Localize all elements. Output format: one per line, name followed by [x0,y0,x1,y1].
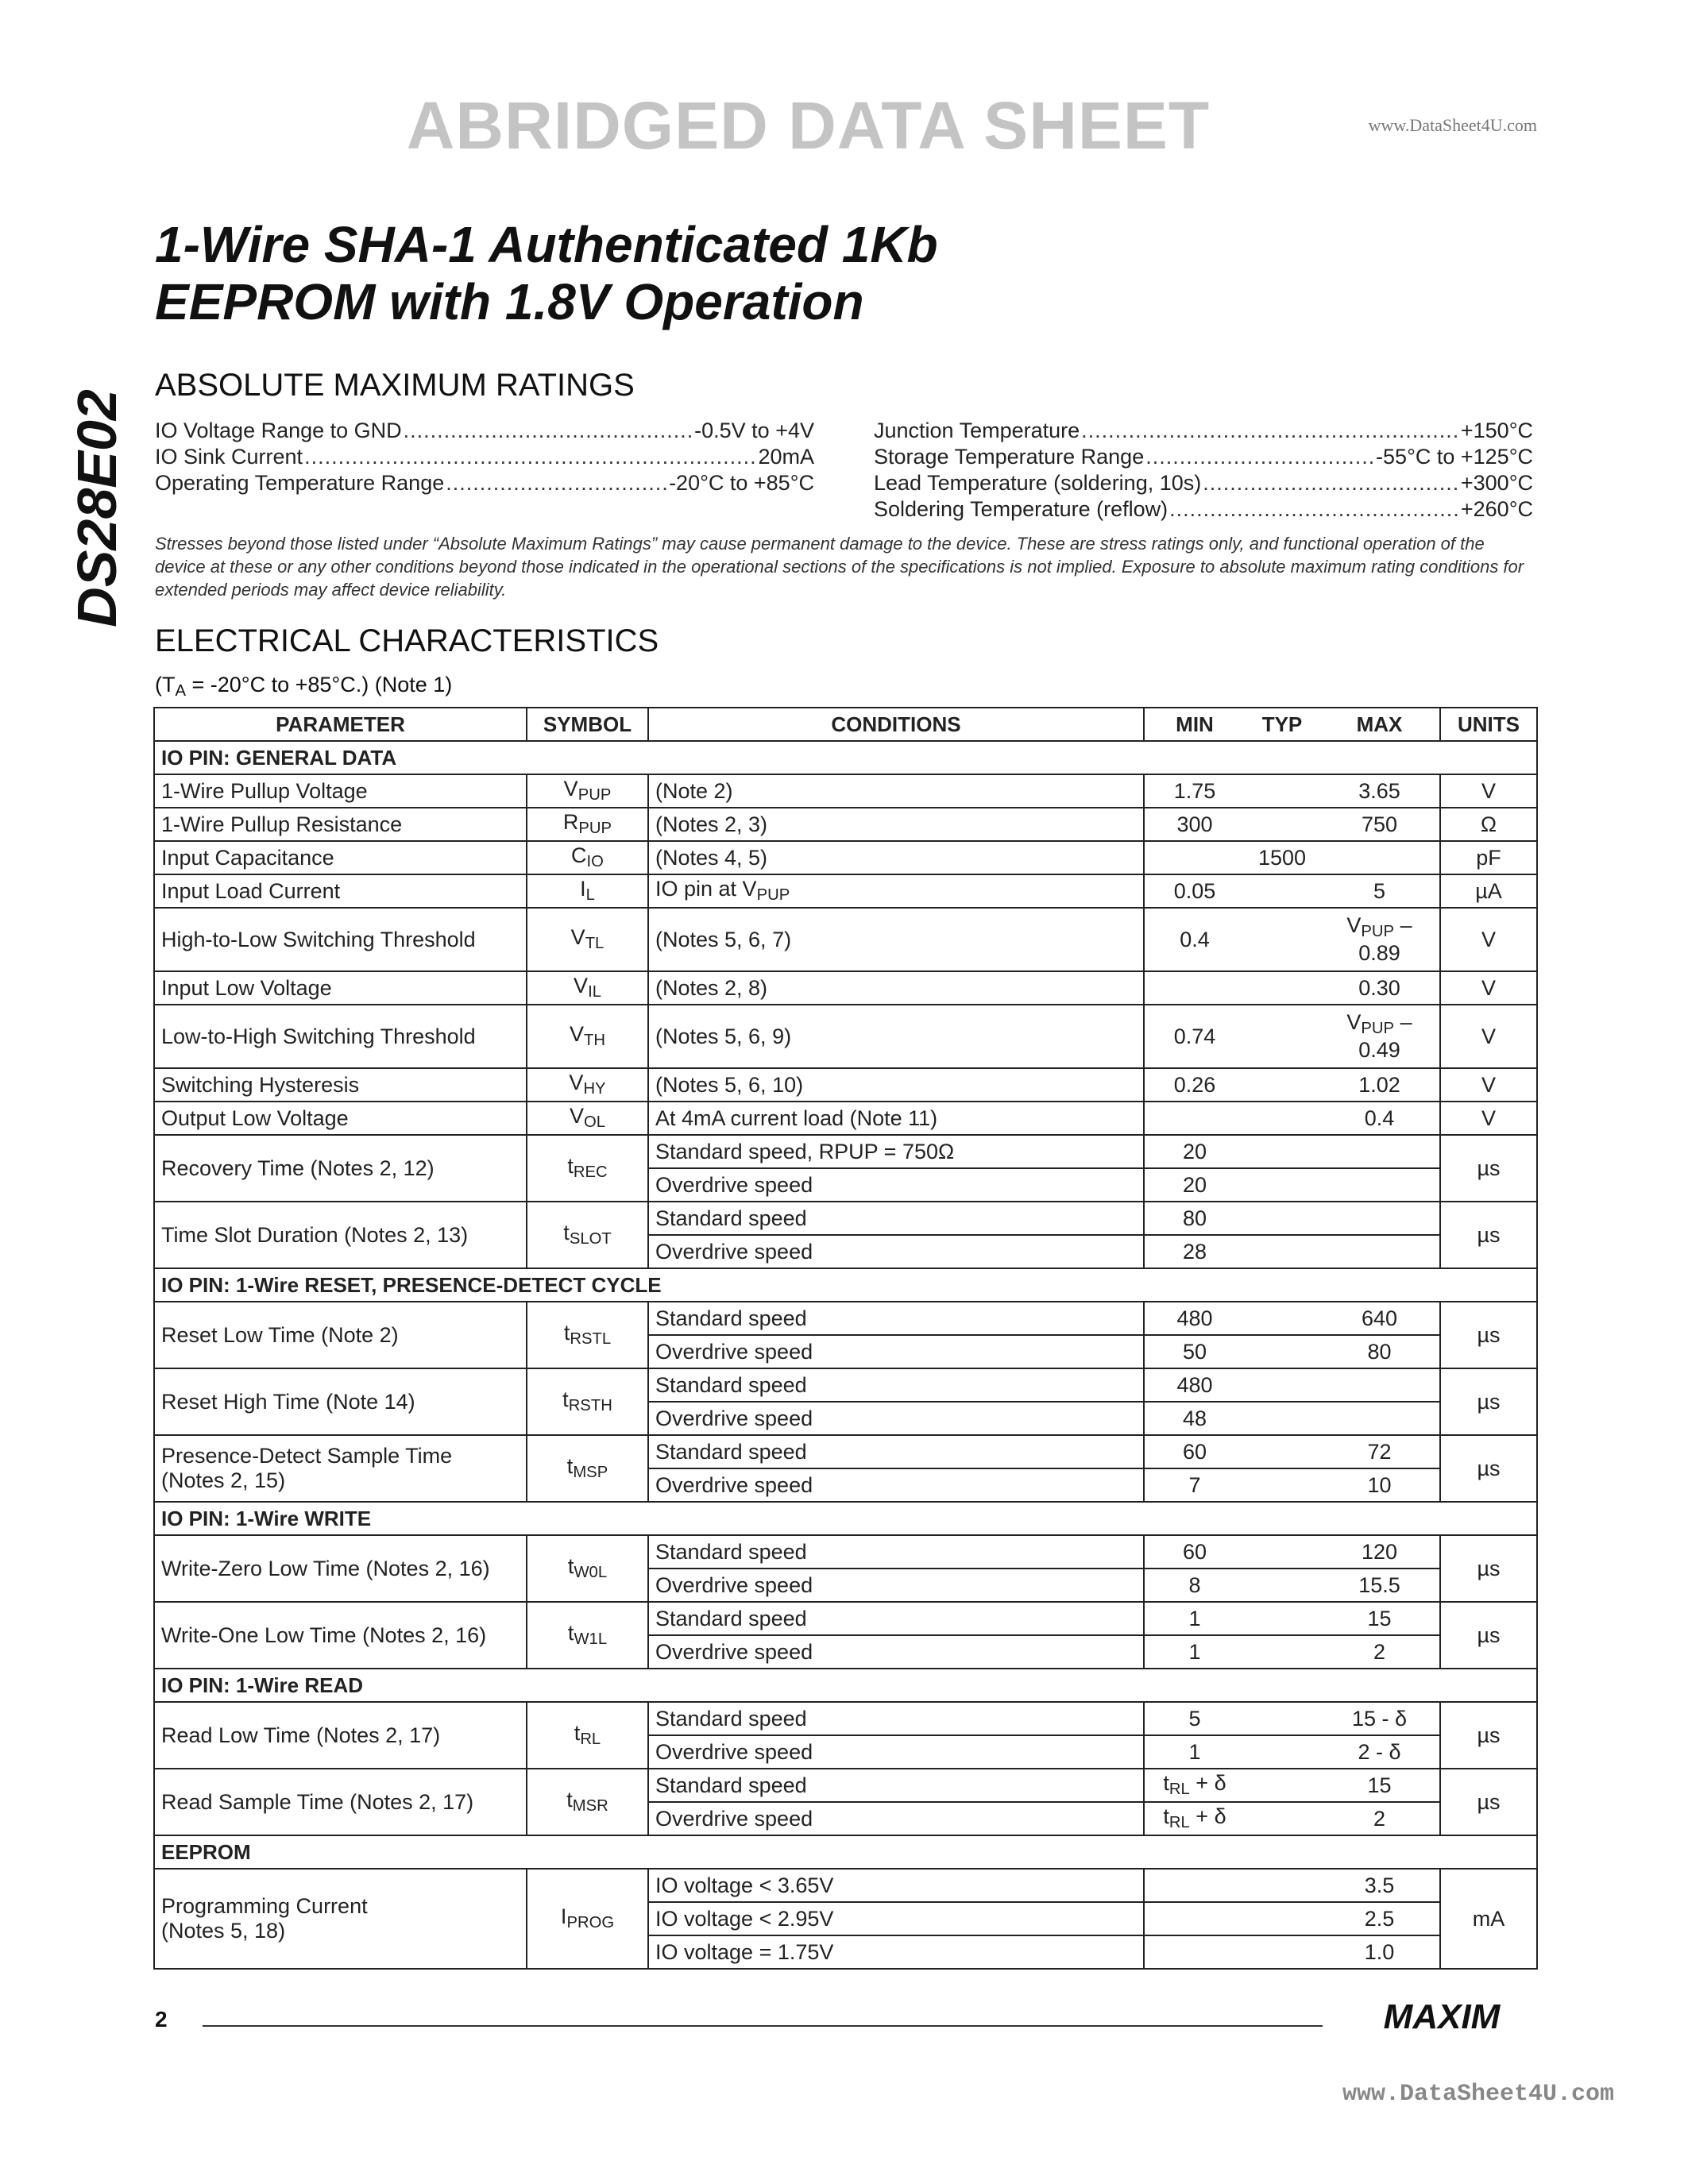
rating-row: Lead Temperature (soldering, 10s) ..... +300°C [874,471,1533,496]
title-line-1: 1-Wire SHA-1 Authenticated 1Kb [155,216,938,273]
table-row: Overdrive speed 7 10 [154,1468,1537,1502]
section-heading-electrical: ELECTRICAL CHARACTERISTICS [155,623,659,658]
stress-note: Stresses beyond those listed under “Absolute Maximum Ratings” may cause permanent damage to the device. These are stress ratings only, and functional operation of the device at these or any other conditions beyond those indicated in the operational sections of the specifications is not implied. Exposure to absolute maximum rating conditions for extended periods may affect device reliability. [155,534,1524,600]
section-row: IO PIN: GENERAL DATA [154,741,1537,774]
title-line-2: EEPROM with 1.8V Operation [155,273,864,330]
table-row: Overdrive speed 48 [154,1402,1537,1435]
rating-row: Operating Temperature Range ..... -20°C to +85°C [155,471,814,496]
table-row: Write-One Low Time (Notes 2, 16) $t_{W1L}$ Standard speed 1 15 µs [154,1602,1537,1635]
table-row: Low-to-High Switching Threshold $V_{TH}$ (Notes 5, 6, 9) 0.74 $V_{PUP}$ – 0.49 V [154,1005,1537,1068]
table-row: Overdrive speed 1 2 - δ [154,1735,1537,1769]
table-row: Programming Current (Notes 5, 18) $I_{PROG}$ IO voltage < 3.65V 3.5 mA [154,1869,1537,1902]
table-row: Time Slot Duration (Notes 2, 13) $t_{SLOT}$ Standard speed 80 µs [154,1202,1537,1235]
table-header-row [154,708,1537,741]
abridged-banner: ABRIDGED DATA SHEET [406,88,1211,163]
table-row: 1-Wire Pullup Voltage $V_{PUP}$ (Note 2) 1.75 3.65 V [154,774,1537,808]
footer-rule [203,2025,1323,2027]
table-row: Read Sample Time (Notes 2, 17) $t_{MSR}$ Standard speed $t_{RL} + \delta$ 15 µs [154,1769,1537,1802]
website-watermark[interactable]: www.DataSheet4U.com [1368,115,1537,135]
rating-row: Storage Temperature Range ..... -55°C to +125°C [874,445,1533,469]
table-row: 1-Wire Pullup Resistance $R_{PUP}$ (Notes 2, 3) 300 750 Ω [154,808,1537,841]
table-row: IO voltage < 2.95V 2.5 [154,1902,1537,1935]
table-row: Presence-Detect Sample Time (Notes 2, 15) $t_{MSP}$ Standard speed 60 72 µs [154,1435,1537,1468]
section-row: IO PIN: 1-Wire READ [154,1669,1537,1702]
table-row: Switching Hysteresis $V_{HY}$ (Notes 5, 6, 10) 0.26 1.02 V [154,1068,1537,1102]
table-row: High-to-Low Switching Threshold $V_{TL}$ (Notes 5, 6, 7) 0.4 $V_{PUP}$ – 0.89 V [154,908,1537,971]
side-part-number: DS28E02 [66,389,128,627]
table-row: Overdrive speed 8 15.5 [154,1569,1537,1602]
rating-row: IO Sink Current ..... 20mA [155,445,814,469]
section-heading-abs-max: ABSOLUTE MAXIMUM RATINGS [155,368,635,403]
maxim-logo [1342,2000,1541,2033]
rating-row: IO Voltage Range to GND ..... -0.5V to +4V [155,419,814,443]
section-row: EEPROM [154,1835,1537,1869]
table-row: Reset High Time (Note 14) $t_{RSTH}$ Standard speed 480 µs [154,1368,1537,1402]
table-row: Write-Zero Low Time (Notes 2, 16) $t_{W0L}$ Standard speed 60 120 µs [154,1535,1537,1569]
table-row: Read Low Time (Notes 2, 17) $t_{RL}$ Standard speed 5 15 - δ µs [154,1702,1537,1735]
table-row: Overdrive speed 50 80 [154,1335,1537,1368]
table-row: Overdrive speed 20 [154,1168,1537,1202]
table-row: Input Low Voltage $V_{IL}$ (Notes 2, 8) 0.30 V [154,971,1537,1005]
table-row: Overdrive speed 1 2 [154,1635,1537,1669]
rating-row: Junction Temperature ..... +150°C [874,419,1533,443]
rating-row: Soldering Temperature (reflow) ..... +260°C [874,497,1533,522]
section-row: IO PIN: 1-Wire RESET, PRESENCE-DETECT CYCLE [154,1268,1537,1302]
electrical-characteristics-table [153,707,1538,1970]
col-parameter: PARAMETER [154,708,527,741]
table-row: Recovery Time (Notes 2, 12) $t_{REC}$ Standard speed, RPUP = 750Ω 20 µs [154,1135,1537,1168]
col-symbol: SYMBOL [527,708,648,741]
col-conditions: CONDITIONS [648,708,1144,741]
table-row: Overdrive speed 28 [154,1235,1537,1268]
table-row: Input Load Current $I_L$ IO pin at $V_{PUP}$ 0.05 5 µA [154,874,1537,908]
page-number: 2 [155,2007,168,2032]
table-row: Output Low Voltage $V_{OL}$ At 4mA current load (Note 11) 0.4 V [154,1102,1537,1135]
table-row: Input Capacitance $C_{IO}$ (Notes 4, 5) 1500 pF [154,841,1537,874]
table-row: Reset Low Time (Note 2) $t_{RSTL}$ Standard speed 480 640 µs [154,1302,1537,1335]
col-units: UNITS [1440,708,1537,741]
table-row: IO voltage = 1.75V 1.0 [154,1935,1537,1969]
document-title [155,216,938,330]
table-row: Overdrive speed $t_{RL} + \delta$ 2 [154,1802,1537,1835]
section-row: IO PIN: 1-Wire WRITE [154,1502,1537,1535]
website-footer[interactable]: www.DataSheet4U.com [1342,2081,1615,2108]
svg-text:MAXIM: MAXIM [1383,2000,1501,2033]
test-conditions: ($T_A = -20^\circ C$ to +85°C.) (Note 1) [155,673,453,700]
col-min-typ-max: MIN TYP MAX [1144,708,1440,741]
